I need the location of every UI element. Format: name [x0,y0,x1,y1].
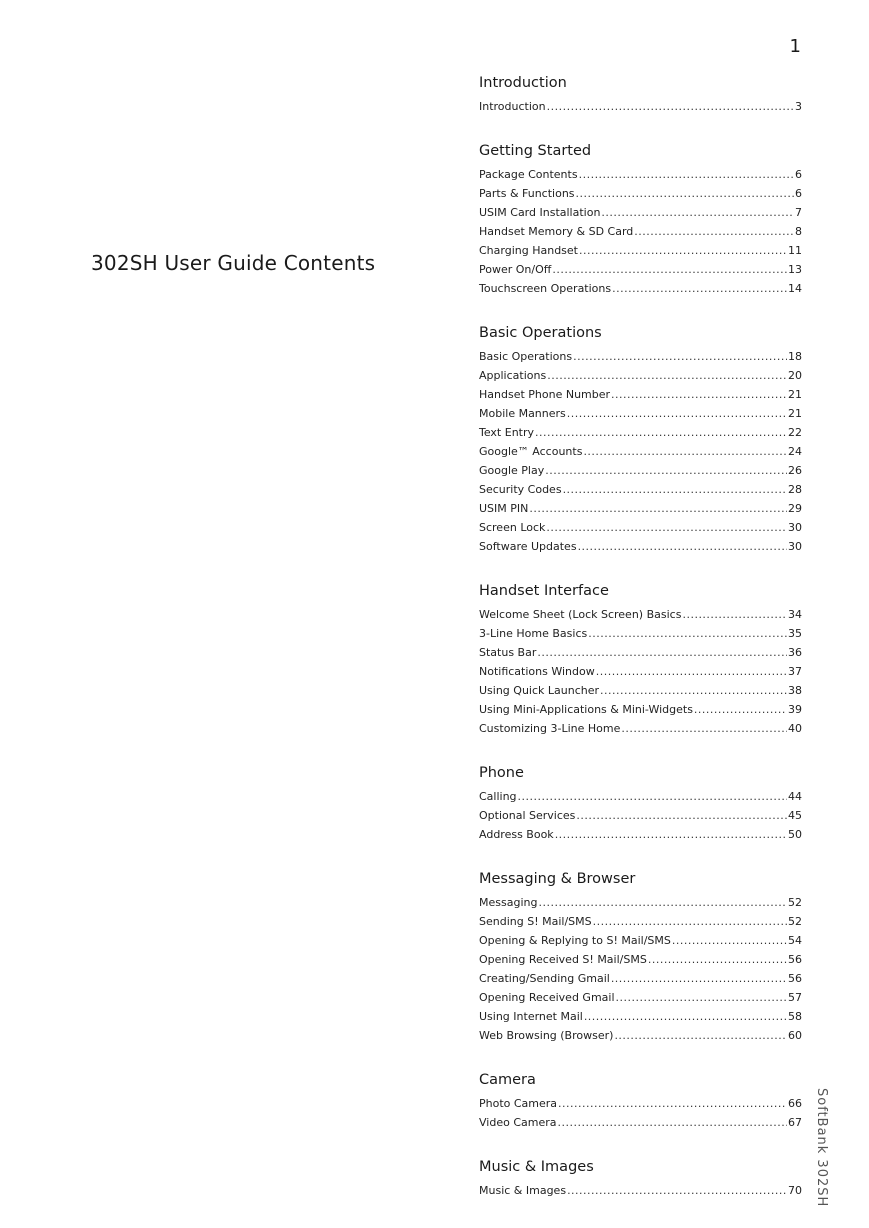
toc-entry-page-number: 52 [788,896,802,909]
toc-entry-page-number: 52 [788,915,802,928]
toc-entry-label: Package Contents [479,168,578,181]
toc-entry-page-number: 39 [788,703,802,716]
toc-entry-page-number: 58 [788,1010,802,1023]
dot-leader [621,719,787,738]
toc-entry[interactable] [479,184,802,203]
toc-entry-page-number: 11 [788,244,802,257]
toc-entry[interactable] [479,893,802,912]
toc-entry-page-number: 56 [788,972,802,985]
toc-entry-label: Applications [479,369,547,382]
toc-entry-label: Touchscreen Operations [479,282,612,295]
toc-entry-page-number: 70 [788,1184,802,1197]
toc-entry[interactable] [479,931,802,950]
toc-entry[interactable] [479,203,802,222]
toc-entry[interactable] [479,787,802,806]
toc-entry-page-number: 28 [788,483,802,496]
toc-entry-label: Music & Images [479,1184,567,1197]
toc-entry-label: Mobile Manners [479,407,566,420]
dot-leader [576,184,794,203]
toc-section [479,72,802,116]
toc-entry-label: Address Book [479,828,554,841]
toc-entry[interactable] [479,404,802,423]
dot-leader [529,499,787,518]
toc-entry-label: Calling [479,790,517,803]
toc-entry[interactable] [479,825,802,844]
dot-leader [538,893,787,912]
dot-leader [611,969,787,988]
toc-section-heading: Basic Operations [479,325,602,341]
toc-entry[interactable] [479,700,802,719]
dot-leader [558,1094,787,1113]
toc-entry-label: Security Codes [479,483,562,496]
toc-entry-label: Status Bar [479,646,537,659]
dot-leader [579,241,787,260]
toc-entry-page-number: 45 [788,809,802,822]
toc-entry-label: Power On/Off [479,263,552,276]
toc-entry[interactable] [479,719,802,738]
sidebar-brand-label: SoftBank 302SH [814,1088,829,1208]
toc-entry[interactable] [479,222,802,241]
toc-section [479,868,802,1045]
toc-entry-label: Optional Services [479,809,576,822]
toc-entry[interactable] [479,347,802,366]
toc-entry-page-number: 30 [788,540,802,553]
toc-entry-page-number: 14 [788,282,802,295]
toc-entry-label: Opening & Replying to S! Mail/SMS [479,934,671,947]
toc-entry-page-number: 44 [788,790,802,803]
toc-entry-page-number: 30 [788,521,802,534]
dot-leader [573,347,787,366]
toc-entry[interactable] [479,279,802,298]
toc-entry[interactable] [479,605,802,624]
dot-leader [579,165,794,184]
toc-entry-label: Web Browsing (Browser) [479,1029,614,1042]
toc-entry[interactable] [479,1026,802,1045]
dot-leader [614,1026,787,1045]
toc-entry-page-number: 54 [788,934,802,947]
dot-leader [601,203,794,222]
toc-entry-label: Using Quick Launcher [479,684,600,697]
toc-entry-label: Customizing 3-Line Home [479,722,621,735]
toc-section [479,1069,802,1132]
toc-entry-label: Notifications Window [479,665,595,678]
dot-leader [682,605,787,624]
dot-leader [583,442,787,461]
toc-entry[interactable] [479,912,802,931]
toc-section-heading: Phone [479,765,524,781]
document-title: 302SH User Guide Contents [91,251,376,275]
dot-leader [593,912,787,931]
toc-entry[interactable] [479,385,802,404]
toc-section-heading: Handset Interface [479,583,609,599]
toc-entry[interactable] [479,988,802,1007]
toc-entry[interactable] [479,423,802,442]
toc-entry-page-number: 21 [788,407,802,420]
toc-entry-page-number: 50 [788,828,802,841]
toc-entry[interactable] [479,461,802,480]
toc-entry-label: Messaging [479,896,538,909]
toc-entry-page-number: 6 [795,168,802,181]
toc-section-heading: Introduction [479,75,567,91]
toc-entry-page-number: 8 [795,225,802,238]
toc-entry-page-number: 26 [788,464,802,477]
toc-entry-label: Introduction [479,100,546,113]
dot-leader [546,518,787,537]
dot-leader [547,366,787,385]
toc-entry[interactable] [479,624,802,643]
toc-entry-page-number: 6 [795,187,802,200]
toc-entry-page-number: 21 [788,388,802,401]
toc-entry[interactable] [479,241,802,260]
toc-entry-page-number: 7 [795,206,802,219]
toc-entry-label: Text Entry [479,426,535,439]
toc-entry-label: Video Camera [479,1116,557,1129]
toc-entry[interactable] [479,1181,802,1200]
toc-entry-label: Google™ Accounts [479,445,583,458]
dot-leader [611,385,787,404]
dot-leader [537,643,787,662]
toc-entry[interactable] [479,643,802,662]
toc-entry-label: Handset Phone Number [479,388,611,401]
toc-entry-label: Photo Camera [479,1097,558,1110]
toc-entry[interactable] [479,499,802,518]
toc-entry-page-number: 67 [788,1116,802,1129]
dot-leader [584,1007,787,1026]
toc-section-heading: Messaging & Browser [479,871,636,887]
toc-entry-label: Using Mini-Applications & Mini-Widgets [479,703,693,716]
toc-entry-label: USIM PIN [479,502,529,515]
toc-section [479,580,802,738]
toc-entry-page-number: 3 [795,100,802,113]
toc-entry[interactable] [479,1094,802,1113]
toc-section [479,1156,802,1200]
toc-entry-label: Welcome Sheet (Lock Screen) Basics [479,608,682,621]
toc-entry-label: Opening Received Gmail [479,991,615,1004]
dot-leader [563,480,787,499]
dot-leader [612,279,787,298]
toc-entry[interactable] [479,681,802,700]
toc-entry[interactable] [479,97,802,116]
toc-entry-label: USIM Card Installation [479,206,601,219]
toc-entry-page-number: 18 [788,350,802,363]
toc-entry-page-number: 20 [788,369,802,382]
dot-leader [576,806,787,825]
toc-entry[interactable] [479,537,802,556]
toc-entry[interactable] [479,165,802,184]
toc-entry-page-number: 29 [788,502,802,515]
page-number: 1 [789,36,801,57]
toc-entry-label: Software Updates [479,540,577,553]
dot-leader [694,700,787,719]
dot-leader [648,950,787,969]
toc-entry-page-number: 40 [788,722,802,735]
toc-entry-label: Handset Memory & SD Card [479,225,634,238]
toc-entry-label: Using Internet Mail [479,1010,583,1023]
dot-leader [555,825,787,844]
dot-leader [672,931,787,950]
table-of-contents [479,72,802,1224]
toc-entry-page-number: 22 [788,426,802,439]
toc-section [479,762,802,844]
dot-leader [547,97,794,116]
dot-leader [518,787,787,806]
dot-leader [557,1113,787,1132]
toc-entry-label: Parts & Functions [479,187,575,200]
toc-entry-page-number: 36 [788,646,802,659]
toc-entry-label: Opening Received S! Mail/SMS [479,953,647,966]
toc-entry-page-number: 56 [788,953,802,966]
dot-leader [634,222,794,241]
toc-entry[interactable] [479,480,802,499]
toc-section [479,322,802,556]
dot-leader [588,624,787,643]
toc-entry[interactable] [479,969,802,988]
toc-entry[interactable] [479,950,802,969]
toc-entry[interactable] [479,366,802,385]
dot-leader [552,260,787,279]
toc-entry-page-number: 37 [788,665,802,678]
toc-entry[interactable] [479,662,802,681]
toc-entry-page-number: 13 [788,263,802,276]
toc-entry-label: Sending S! Mail/SMS [479,915,592,928]
toc-entry-label: 3-Line Home Basics [479,627,588,640]
toc-entry[interactable] [479,260,802,279]
toc-entry[interactable] [479,518,802,537]
dot-leader [596,662,787,681]
toc-section-heading: Music & Images [479,1159,594,1175]
toc-entry-page-number: 38 [788,684,802,697]
dot-leader [578,537,787,556]
toc-entry-page-number: 24 [788,445,802,458]
toc-entry[interactable] [479,806,802,825]
toc-entry-label: Charging Handset [479,244,578,257]
dot-leader [535,423,787,442]
dot-leader [545,461,787,480]
toc-entry[interactable] [479,1007,802,1026]
dot-leader [567,1181,787,1200]
toc-entry-page-number: 34 [788,608,802,621]
toc-entry-label: Google Play [479,464,545,477]
toc-entry-page-number: 57 [788,991,802,1004]
toc-entry[interactable] [479,1113,802,1132]
toc-section-heading: Camera [479,1072,536,1088]
dot-leader [616,988,787,1007]
toc-section-heading: Getting Started [479,143,592,159]
toc-entry-page-number: 60 [788,1029,802,1042]
toc-entry-label: Screen Lock [479,521,546,534]
toc-entry-label: Basic Operations [479,350,573,363]
toc-section [479,140,802,298]
toc-entry-page-number: 35 [788,627,802,640]
toc-entry-page-number: 66 [788,1097,802,1110]
toc-entry[interactable] [479,442,802,461]
dot-leader [600,681,787,700]
toc-entry-label: Creating/Sending Gmail [479,972,610,985]
dot-leader [567,404,787,423]
